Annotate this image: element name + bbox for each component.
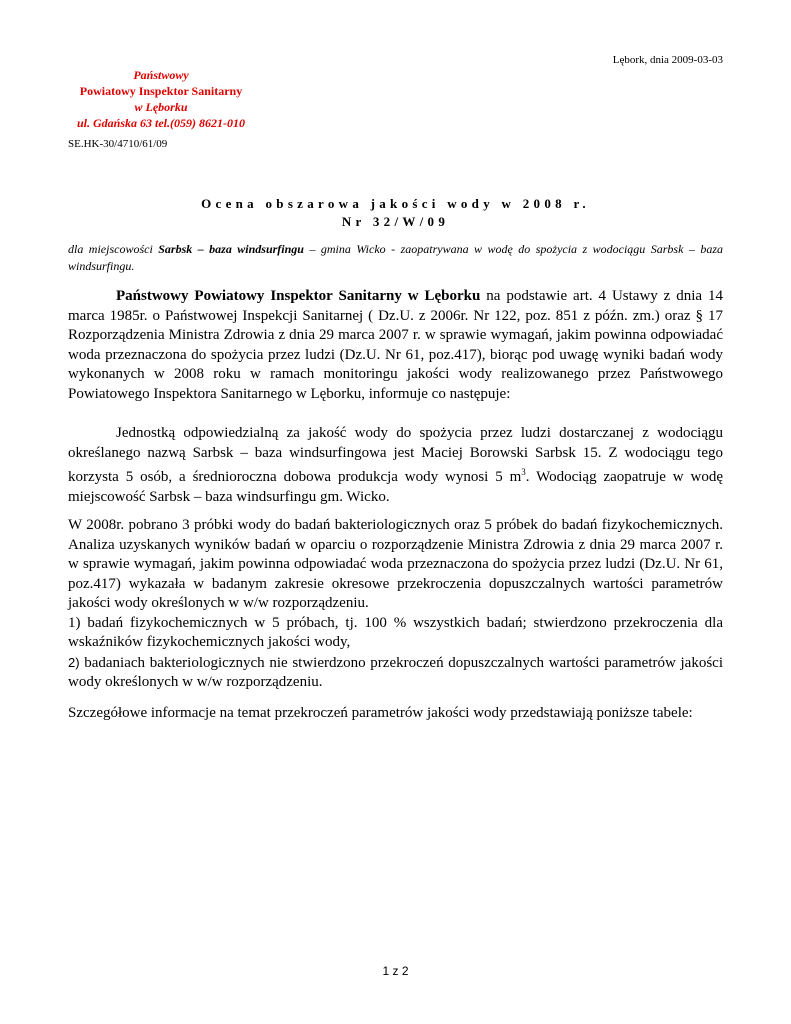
document-title: Ocena obszarowa jakości wody w 2008 r.	[201, 196, 590, 211]
issuer-line-3: w Lęborku	[134, 100, 188, 114]
issuer-address: ul. Gdańska 63 tel.(059) 8621-010	[77, 116, 245, 130]
intro-prefix: dla miejscowości	[68, 242, 159, 256]
paragraph-1-text: na podstawie art. 4 Ustawy z dnia 14 marca 1985r. o Państwowej Inspekcji Sanitarnej ( Dz.U. z 2006r. Nr 122, poz. 851 z późn. zm.) oraz § 17 Rozporządzenia Ministra Zdrowia z dnia 29 marca 2007 r. w sprawie wymagań, jakim powinna odpowiadać woda przeznaczona do spożycia przez ludzi (Dz.U. Nr 61, poz.417), biorąc pod uwagę wyniki badań wody wykonanych w 2008 roku w ramach monitoringu jakości wody realizowanego przez Państwowego Powiatowego Inspektora Sanitarnego w Lęborku, informuje co następuje:	[68, 288, 723, 402]
document-number: Nr 32/W/09	[341, 214, 450, 229]
list-item-2	[68, 653, 723, 693]
list-item-2-number: 2)	[68, 654, 80, 670]
intro-suffix: – gmina Wicko - zaopatrywana w wodę do spożycia z wodociągu Sarbsk – baza windsurfingu.	[68, 242, 723, 273]
reference-number: SE.HK-30/4710/61/09	[68, 138, 168, 150]
paragraph-2	[68, 424, 723, 507]
issuer-header	[68, 67, 254, 131]
paragraph-1-bold: Państwowy Powiatowy Inspektor Sanitarny w Lęborku	[116, 288, 481, 304]
intro-place: Sarbsk – baza windsurfingu	[158, 242, 304, 256]
paragraph-2-text-before: Jednostką odpowiedzialną za jakość wody do spożycia przez ludzi dostarczanej z wodociągu określanego nazwą Sarbsk – baza windsurfingowa jest Maciej Borowski Sarbsk 15. Z wodociągu tego korzysta 5 osób, a średnioroczna dobowa produkcja wody wynosi 5 m	[68, 425, 723, 485]
list-item-1: 1) badań fizykochemicznych w 5 próbach, tj. 100 % wszystkich badań; stwierdzono przekroczenia dla wskaźników fizykochemicznych jakości wody,	[68, 614, 723, 650]
paragraph-3	[68, 516, 723, 693]
page-number: 1 z 2	[382, 964, 409, 978]
paragraph-3-text: W 2008r. pobrano 3 próbki wody do badań bakteriologicznych oraz 5 próbek do badań fizykochemicznych. Analiza uzyskanych wyników badań w oparciu o rozporządzenie Ministra Zdrowia z dnia 29 marca 2007 r. w sprawie wymagań, jakim powinna odpowiadać woda przeznaczona do spożycia przez ludzi (Dz.U. Nr 61, poz.417) wykazała w badanym zakresie okresowe przekroczenia dopuszczalnych wartości parametrów jakości wody określonych w w/w rozporządzeniu.	[68, 517, 723, 611]
document-date: Lębork, dnia 2009-03-03	[612, 54, 723, 66]
paragraph-4: Szczegółowe informacje na temat przekroczeń parametrów jakości wody przedstawiają poniższe tabele:	[68, 705, 693, 721]
paragraph-1	[68, 287, 723, 404]
paragraph-2-text-after: . Wodociąg zaopatruje w wodę miejscowość Sarbsk – baza windsurfingu gm. Wicko.	[68, 469, 723, 505]
issuer-line-2: Powiatowy Inspektor Sanitarny	[79, 84, 243, 98]
intro-text	[68, 241, 723, 275]
superscript-3: 3	[521, 467, 526, 477]
issuer-line-1: Państwowy	[133, 68, 189, 82]
list-item-2-text: badaniach bakteriologicznych nie stwierdzono przekroczeń dopuszczalnych wartości parametrów jakości wody określonych w w/w rozporządzeniu.	[68, 654, 723, 690]
